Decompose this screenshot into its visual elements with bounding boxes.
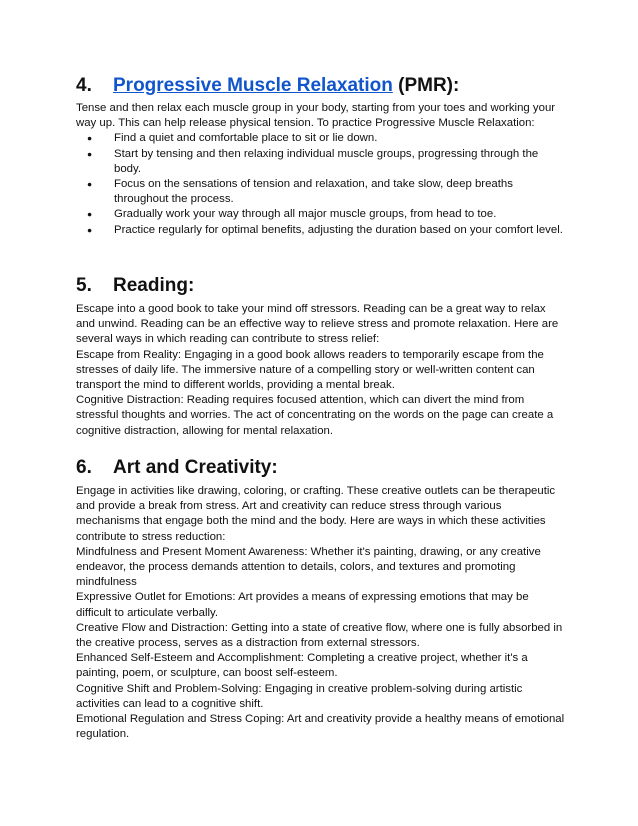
paragraph: Creative Flow and Distraction: Getting into a state of creative flow, where one is fully absorbed in the creative process, serves as a distraction from external stressors. <box>76 621 563 650</box>
list-item: ● Practice regularly for optimal benefits, adjusting the duration based on your comfort level. <box>76 223 566 238</box>
section-5-title: Reading: <box>113 275 195 296</box>
paragraph: Mindfulness and Present Moment Awareness: Whether it's painting, drawing, or any creative endeavor, the process demands attention to details, colors, and textures and promoting mindfulness <box>76 545 541 589</box>
section-6-title: Art and Creativity: <box>113 457 278 478</box>
paragraph: Escape from Reality: Engaging in a good book allows readers to temporarily escape from the stresses of daily life. The immersive nature of a compelling story or well-written content can transport the mind to different worlds, providing a mental break. <box>76 348 544 392</box>
section-5-body <box>76 302 566 439</box>
section-4-body <box>76 101 566 238</box>
list-item: ● Start by tensing and then relaxing individual muscle groups, progressing through the body. <box>76 147 566 177</box>
pmr-steps-list <box>76 131 566 237</box>
paragraph: Engage in activities like drawing, coloring, or crafting. These creative outlets can be therapeutic and provide a break from stress. Art and creativity can reduce stress through various mechanisms that engage both the mind and the body. Here are ways in which these activities contribute to stress reduction: <box>76 485 556 543</box>
section-5-heading <box>76 274 194 298</box>
section-4-heading <box>76 74 459 98</box>
section-5-number: 5. <box>76 275 92 296</box>
list-item: ● Focus on the sensations of tension and relaxation, and take slow, deep breaths throughout the process. <box>76 177 566 207</box>
section-4-intro: Tense and then relax each muscle group in your body, starting from your toes and working your way up. This can help release physical tension. To practice Progressive Muscle Relaxation: <box>76 102 556 130</box>
paragraph: Emotional Regulation and Stress Coping: Art and creativity provide a healthy means of emotional regulation. <box>76 713 565 741</box>
section-6-body <box>76 484 566 742</box>
paragraph: Escape into a good book to take your mind off stressors. Reading can be a great way to relax and unwind. Reading can be an effective way to relieve stress and promote relaxation. Here are several ways in which reading can contribute to stress relief: <box>76 303 559 346</box>
pmr-link[interactable]: Progressive Muscle Relaxation <box>113 75 393 96</box>
paragraph: Enhanced Self-Esteem and Accomplishment: Completing a creative project, whether it's a painting, poem, or sculpture, can boost self-esteem. <box>76 652 528 680</box>
section-6-heading <box>76 456 278 480</box>
section-6-number: 6. <box>76 457 92 478</box>
list-item: ● Find a quiet and comfortable place to sit or lie down. <box>76 131 566 146</box>
paragraph: Cognitive Distraction: Reading requires focused attention, which can divert the mind from stressful thoughts and worries. The act of concentrating on the words on the page can create a cognitive distraction, allowing for mental relaxation. <box>76 394 554 437</box>
section-4-title-suffix: (PMR): <box>392 75 460 96</box>
section-4-number: 4. <box>76 75 92 96</box>
paragraph: Expressive Outlet for Emotions: Art provides a means of expressing emotions that may be difficult to articulate verbally. <box>76 591 529 619</box>
paragraph: Cognitive Shift and Problem-Solving: Engaging in creative problem-solving during artistic activities can lead to a cognitive shift. <box>76 682 523 710</box>
section-4-title <box>113 74 459 98</box>
list-item: ● Gradually work your way through all major muscle groups, from head to toe. <box>76 207 566 222</box>
